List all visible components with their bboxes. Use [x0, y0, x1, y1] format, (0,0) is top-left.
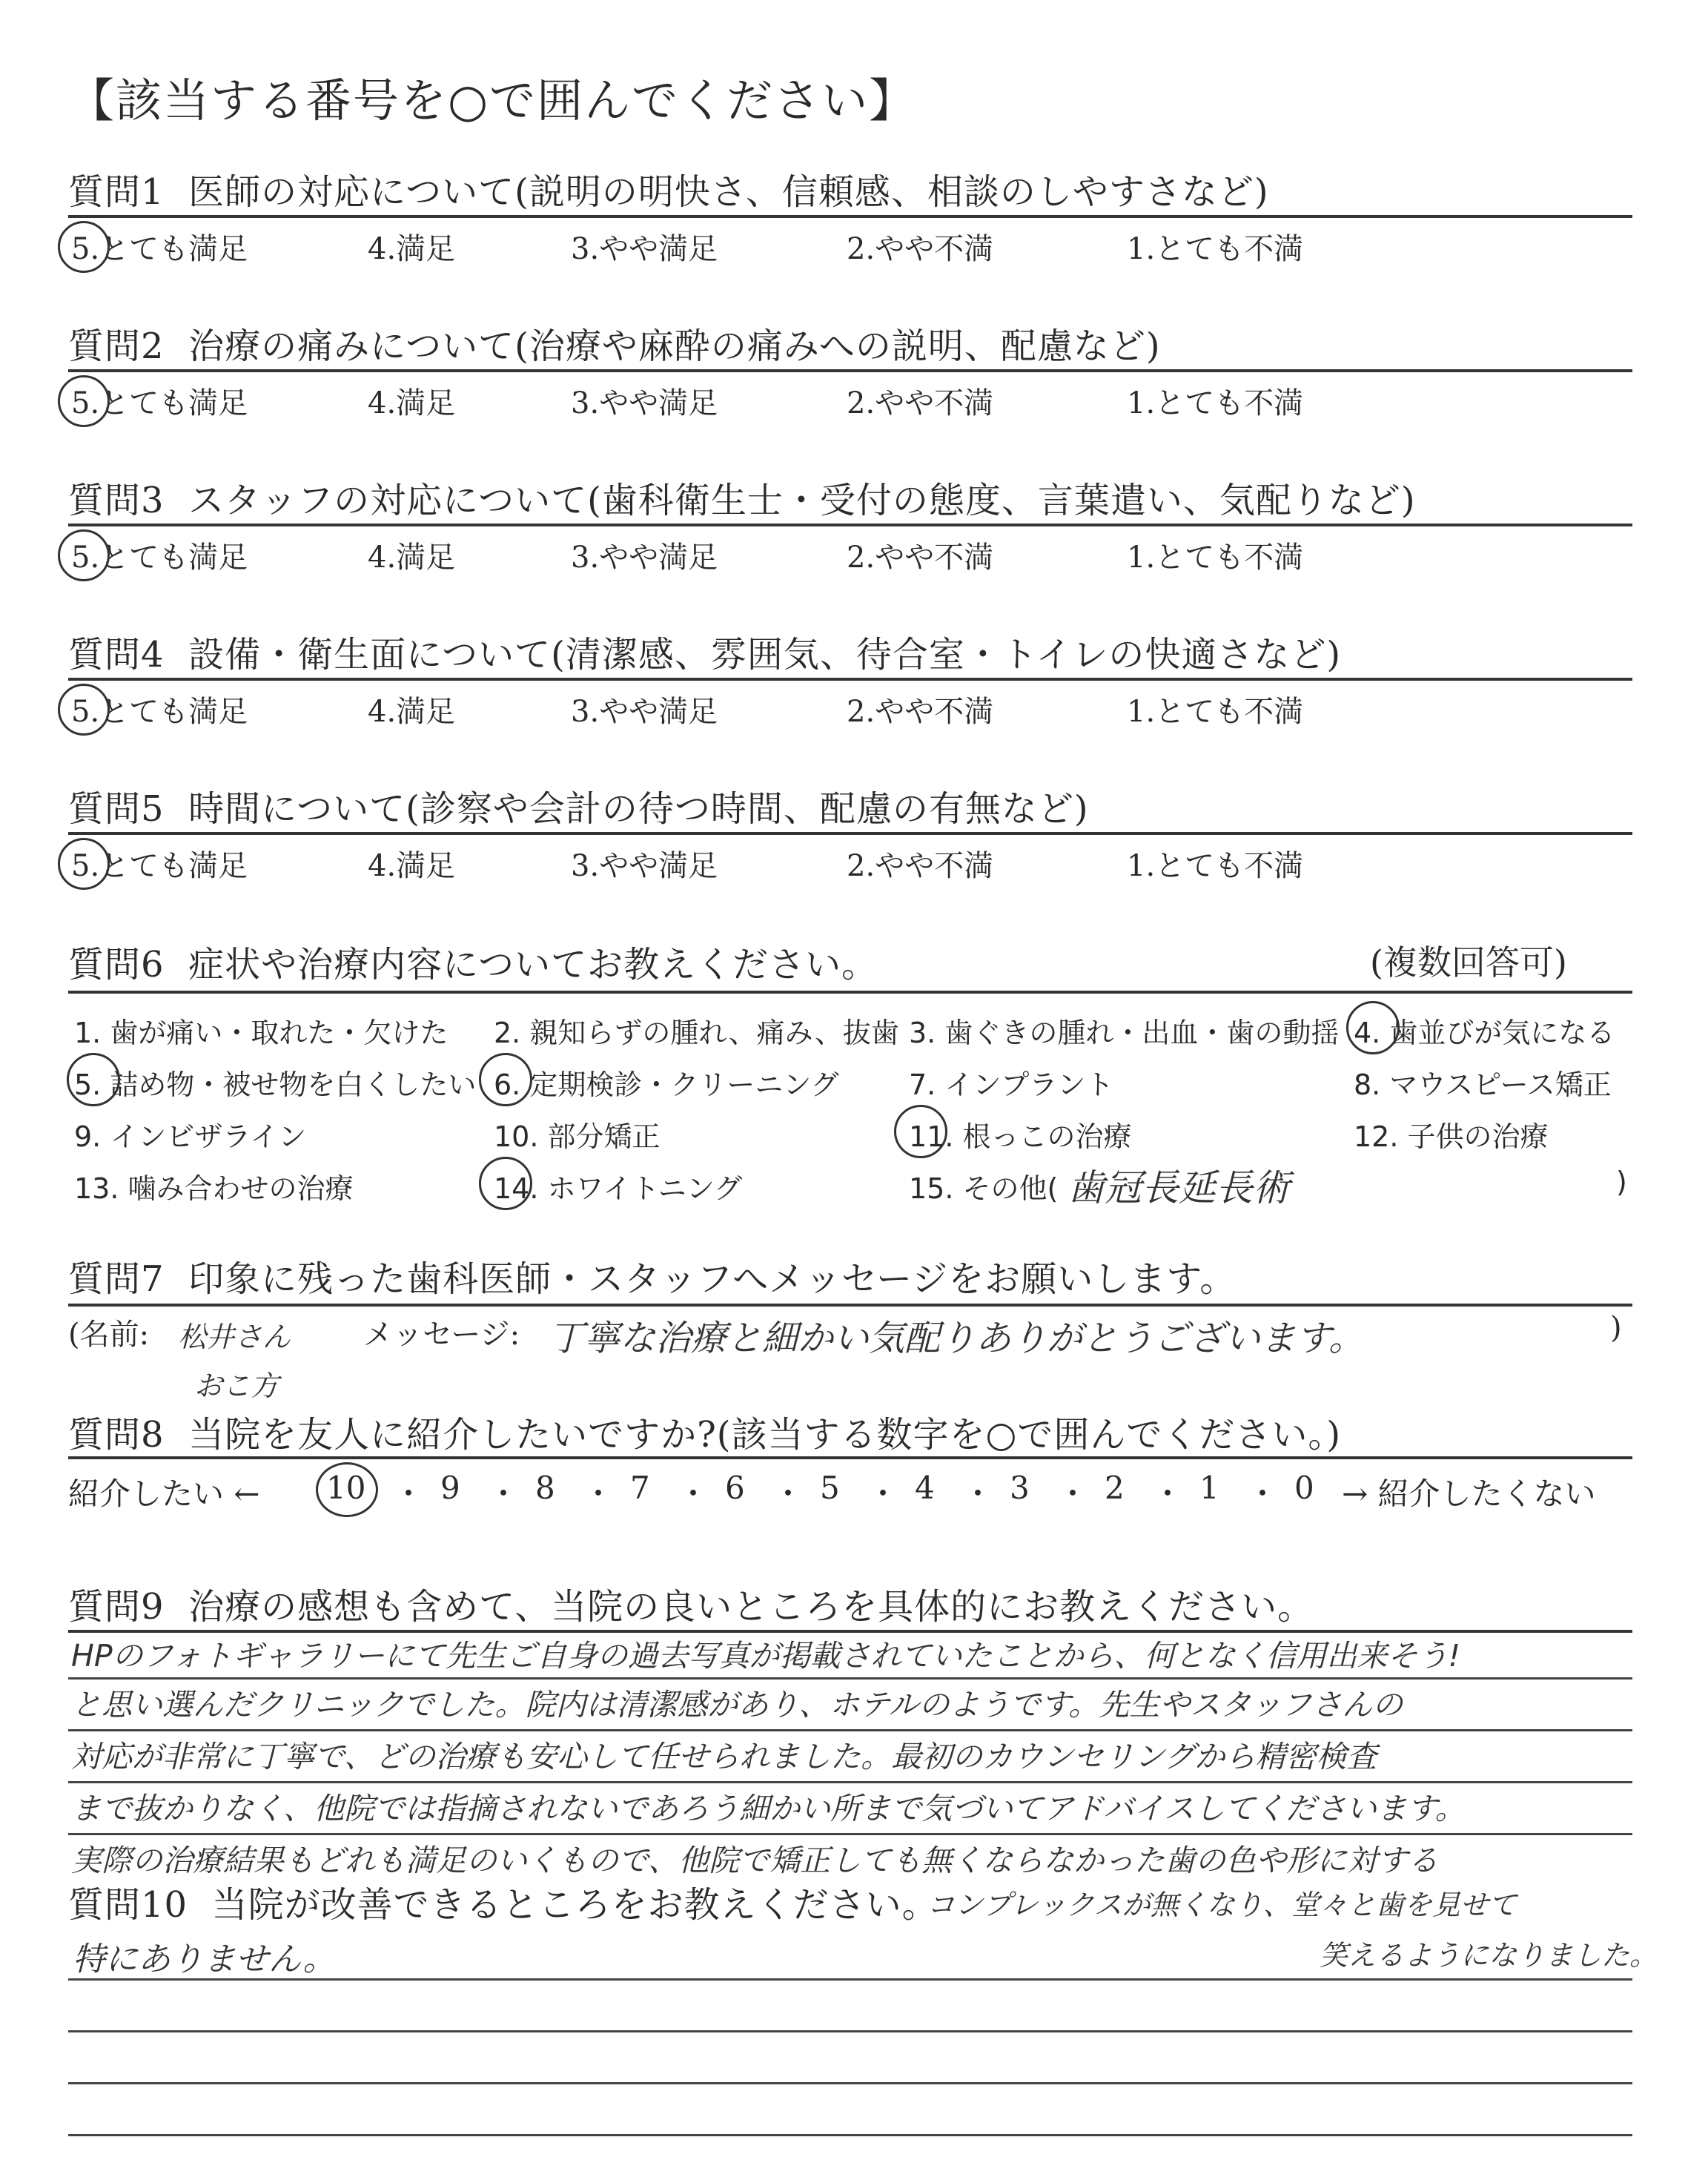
q6-option[interactable]: 11. 根っこの治療: [909, 1120, 1132, 1153]
q6-option: ): [1616, 1166, 1627, 1198]
question-label: 質問3: [68, 480, 165, 521]
question-text: 治療の痛みについて(治療や麻酔の痛みへの説明、配慮など): [188, 326, 1161, 367]
scale-separator: ・: [867, 1476, 899, 1512]
q8-right-label: → 紹介したくない: [1342, 1476, 1596, 1512]
rating-option[interactable]: 5.とても満足: [71, 386, 248, 420]
scale-value[interactable]: 4: [915, 1470, 935, 1506]
q6-option[interactable]: 6. 定期検診・クリーニング: [494, 1069, 839, 1101]
q10-line-4: [68, 2134, 1632, 2136]
selection-circle: [67, 1053, 120, 1106]
question-text: 時間について(診察や会計の待つ時間、配慮の有無など): [188, 788, 1089, 830]
q9-answer-line: まで抜かりなく、他院では指摘されないであろう細かい所まで気づいてアドバイスしてくださいます。: [71, 1791, 1466, 1826]
rating-option[interactable]: 3.やや満足: [571, 849, 718, 883]
question-text: 設備・衛生面について(清潔感、雰囲気、待合室・トイレの快適さなど): [188, 634, 1342, 676]
question-rule: [68, 369, 1632, 372]
rating-option[interactable]: 2.やや不満: [847, 695, 994, 729]
q7-text: 印象に残った歯科医師・スタッフへメッセージをお願いします。: [188, 1258, 1237, 1300]
q6-option[interactable]: 2. 親知らずの腫れ、痛み、抜歯: [494, 1017, 899, 1049]
scale-separator: ・: [1247, 1476, 1279, 1512]
selection-circle: [58, 529, 110, 581]
question-rule: [68, 832, 1632, 835]
scale-separator: ・: [583, 1476, 615, 1512]
question-text: スタッフの対応について(歯科衛生士・受付の態度、言葉遣い、気配りなど): [188, 480, 1416, 521]
rating-option[interactable]: 1.とても不満: [1127, 232, 1304, 266]
q6-option[interactable]: 14. ホワイトニング: [494, 1172, 743, 1205]
scale-separator: ・: [678, 1476, 709, 1512]
q6-option[interactable]: 9. インビザライン: [74, 1120, 307, 1153]
q6-note: (複数回答可): [1370, 942, 1567, 982]
scale-separator: ・: [393, 1476, 425, 1512]
question-rule: [68, 678, 1632, 681]
q9-answer-line: と思い選んだクリニックでした。院内は清潔感があり、ホテルのようです。先生やスタッフさんの: [71, 1687, 1403, 1723]
q6-option[interactable]: 12. 子供の治療: [1354, 1120, 1549, 1153]
selection-circle: [58, 375, 110, 427]
q6-option[interactable]: 1. 歯が痛い・取れた・欠けた: [74, 1017, 448, 1049]
rating-option[interactable]: 1.とても不満: [1127, 695, 1304, 729]
q6-option[interactable]: 10. 部分矯正: [494, 1120, 661, 1153]
selection-circle: [58, 221, 110, 273]
scale-separator: ・: [772, 1476, 804, 1512]
question-2-heading: [68, 317, 1161, 369]
q7-name-value: 松井さん: [178, 1321, 291, 1353]
page-title: 【該当する番号を○で囲んでください】: [68, 73, 917, 128]
rating-option[interactable]: 4.満足: [368, 849, 456, 883]
q9-text: 治療の感想も含めて、当院の良いところを具体的にお教えください。: [188, 1586, 1314, 1628]
q9-answer-line: コンプレックスが無くなり、堂々と歯を見せて: [927, 1889, 1517, 1921]
question-label: 質問2: [68, 326, 165, 367]
rating-option[interactable]: 5.とても満足: [71, 695, 248, 729]
rating-option[interactable]: 3.やや満足: [571, 386, 718, 420]
q10-label: 質問10: [68, 1884, 188, 1926]
scale-value[interactable]: 1: [1199, 1470, 1219, 1506]
q6-option[interactable]: 8. マウスピース矯正: [1354, 1069, 1612, 1101]
q8-label: 質問8: [68, 1414, 165, 1456]
selection-circle: [894, 1105, 947, 1158]
q6-label: 質問6: [68, 944, 165, 985]
q10-text: 当院が改善できるところをお教えください。: [211, 1884, 939, 1926]
q9-writing-line: [68, 1833, 1632, 1835]
selection-circle: [58, 684, 110, 736]
scale-value[interactable]: 7: [630, 1470, 650, 1506]
q9-writing-line: [68, 1781, 1632, 1783]
q6-heading: [68, 936, 878, 987]
q9-answer-line: 実際の治療結果もどれも満足のいくもので、他院で矯正しても無くならなかった歯の色や形に対する: [71, 1843, 1439, 1878]
rating-option[interactable]: 4.満足: [368, 232, 456, 266]
scale-value[interactable]: 3: [1010, 1470, 1030, 1506]
rating-option[interactable]: 2.やや不満: [847, 386, 994, 420]
selection-circle: [479, 1157, 532, 1210]
rating-option[interactable]: 2.やや不満: [847, 232, 994, 266]
question-1-heading: [68, 163, 1269, 214]
scale-separator: ・: [488, 1476, 520, 1512]
q7-label: 質問7: [68, 1258, 165, 1300]
scale-value[interactable]: 9: [440, 1470, 460, 1506]
rating-option[interactable]: 5.とても満足: [71, 541, 248, 575]
q7-name-value-2: おこ方: [194, 1370, 279, 1402]
question-rule: [68, 215, 1632, 218]
rating-option[interactable]: 4.満足: [368, 695, 456, 729]
q6-other-answer: 歯冠長延長術: [1068, 1166, 1290, 1209]
q6-option[interactable]: 13. 噛み合わせの治療: [74, 1172, 354, 1205]
scale-value[interactable]: 2: [1105, 1470, 1125, 1506]
question-label: 質問1: [68, 171, 165, 213]
q6-text: 症状や治療内容についてお教えください。: [188, 944, 878, 985]
q8-text: 当院を友人に紹介したいですか?(該当する数字を○で囲んでください。): [188, 1414, 1342, 1456]
q7-name-label: (名前:: [68, 1318, 150, 1352]
q8-heading: [68, 1406, 1341, 1457]
rating-option[interactable]: 2.やや不満: [847, 541, 994, 575]
scale-separator: ・: [1152, 1476, 1184, 1512]
question-5-heading: [68, 780, 1089, 831]
rating-option[interactable]: 2.やや不満: [847, 849, 994, 883]
q7-message-value: 丁寧な治療と細かい気配りありがとうございます。: [549, 1318, 1365, 1359]
rating-option[interactable]: 4.満足: [368, 541, 456, 575]
question-3-heading: [68, 472, 1416, 523]
rating-option[interactable]: 5.とても満足: [71, 849, 248, 883]
q10-answer: 特にありません。: [73, 1941, 336, 1978]
q6-option[interactable]: 4. 歯並びが気になる: [1354, 1017, 1615, 1049]
rating-option[interactable]: 4.満足: [368, 386, 456, 420]
selection-circle: [479, 1053, 532, 1106]
q9-writing-line: [68, 1729, 1632, 1731]
q7-rule: [68, 1304, 1632, 1307]
q9-writing-line: [68, 1677, 1632, 1680]
q9-answer-line: HPのフォトギャラリーにて先生ご自身の過去写真が掲載されていたことから、何となく信用出来そう!: [71, 1638, 1460, 1674]
scale-value[interactable]: 0: [1294, 1470, 1314, 1506]
q10-line-1: [68, 1978, 1632, 1981]
selection-circle: [316, 1462, 378, 1517]
scale-separator: ・: [962, 1476, 994, 1512]
scale-value[interactable]: 6: [725, 1470, 745, 1506]
question-text: 医師の対応について(説明の明快さ、信頼感、相談のしやすさなど): [188, 171, 1269, 213]
q7-heading: [68, 1250, 1236, 1301]
rating-option[interactable]: 3.やや満足: [571, 541, 718, 575]
question-label: 質問4: [68, 634, 165, 676]
q10-heading: [68, 1876, 939, 1927]
scale-separator: ・: [1057, 1476, 1089, 1512]
question-4-heading: [68, 626, 1341, 677]
rating-option[interactable]: 3.やや満足: [571, 232, 718, 266]
question-label: 質問5: [68, 788, 165, 830]
q9-answer-line: 対応が非常に丁寧で、どの治療も安心して任せられました。最初のカウンセリングから精密検査: [71, 1739, 1377, 1774]
scale-value[interactable]: 5: [820, 1470, 840, 1506]
rating-option[interactable]: 1.とても不満: [1127, 849, 1304, 883]
scale-value[interactable]: 8: [535, 1470, 555, 1506]
question-rule: [68, 524, 1632, 526]
q9-label: 質問9: [68, 1586, 165, 1628]
q10-line-2: [68, 2030, 1632, 2032]
q6-option[interactable]: 5. 詰め物・被せ物を白くしたい: [74, 1069, 477, 1101]
q6-option[interactable]: 7. インプラント: [909, 1069, 1114, 1101]
q10-line-3: [68, 2082, 1632, 2084]
q8-left-label: 紹介したい ←: [68, 1476, 260, 1512]
q9-answer-line: 笑えるようになりました。: [1320, 1939, 1658, 1972]
q6-option[interactable]: 15. その他(: [909, 1172, 1059, 1205]
q6-option[interactable]: 3. 歯ぐきの腫れ・出血・歯の動揺: [909, 1017, 1340, 1049]
q6-rule: [68, 991, 1632, 994]
selection-circle: [1346, 1001, 1400, 1054]
q7-message-label: メッセージ:: [363, 1318, 520, 1352]
q9-heading: [68, 1578, 1314, 1629]
q7-close-paren: ): [1610, 1311, 1622, 1345]
q8-rule: [68, 1456, 1632, 1459]
rating-option[interactable]: 5.とても満足: [71, 232, 248, 266]
rating-option[interactable]: 3.やや満足: [571, 695, 718, 729]
rating-option[interactable]: 1.とても不満: [1127, 386, 1304, 420]
scale-value[interactable]: 10: [326, 1470, 366, 1506]
selection-circle: [58, 838, 110, 890]
rating-option[interactable]: 1.とても不満: [1127, 541, 1304, 575]
